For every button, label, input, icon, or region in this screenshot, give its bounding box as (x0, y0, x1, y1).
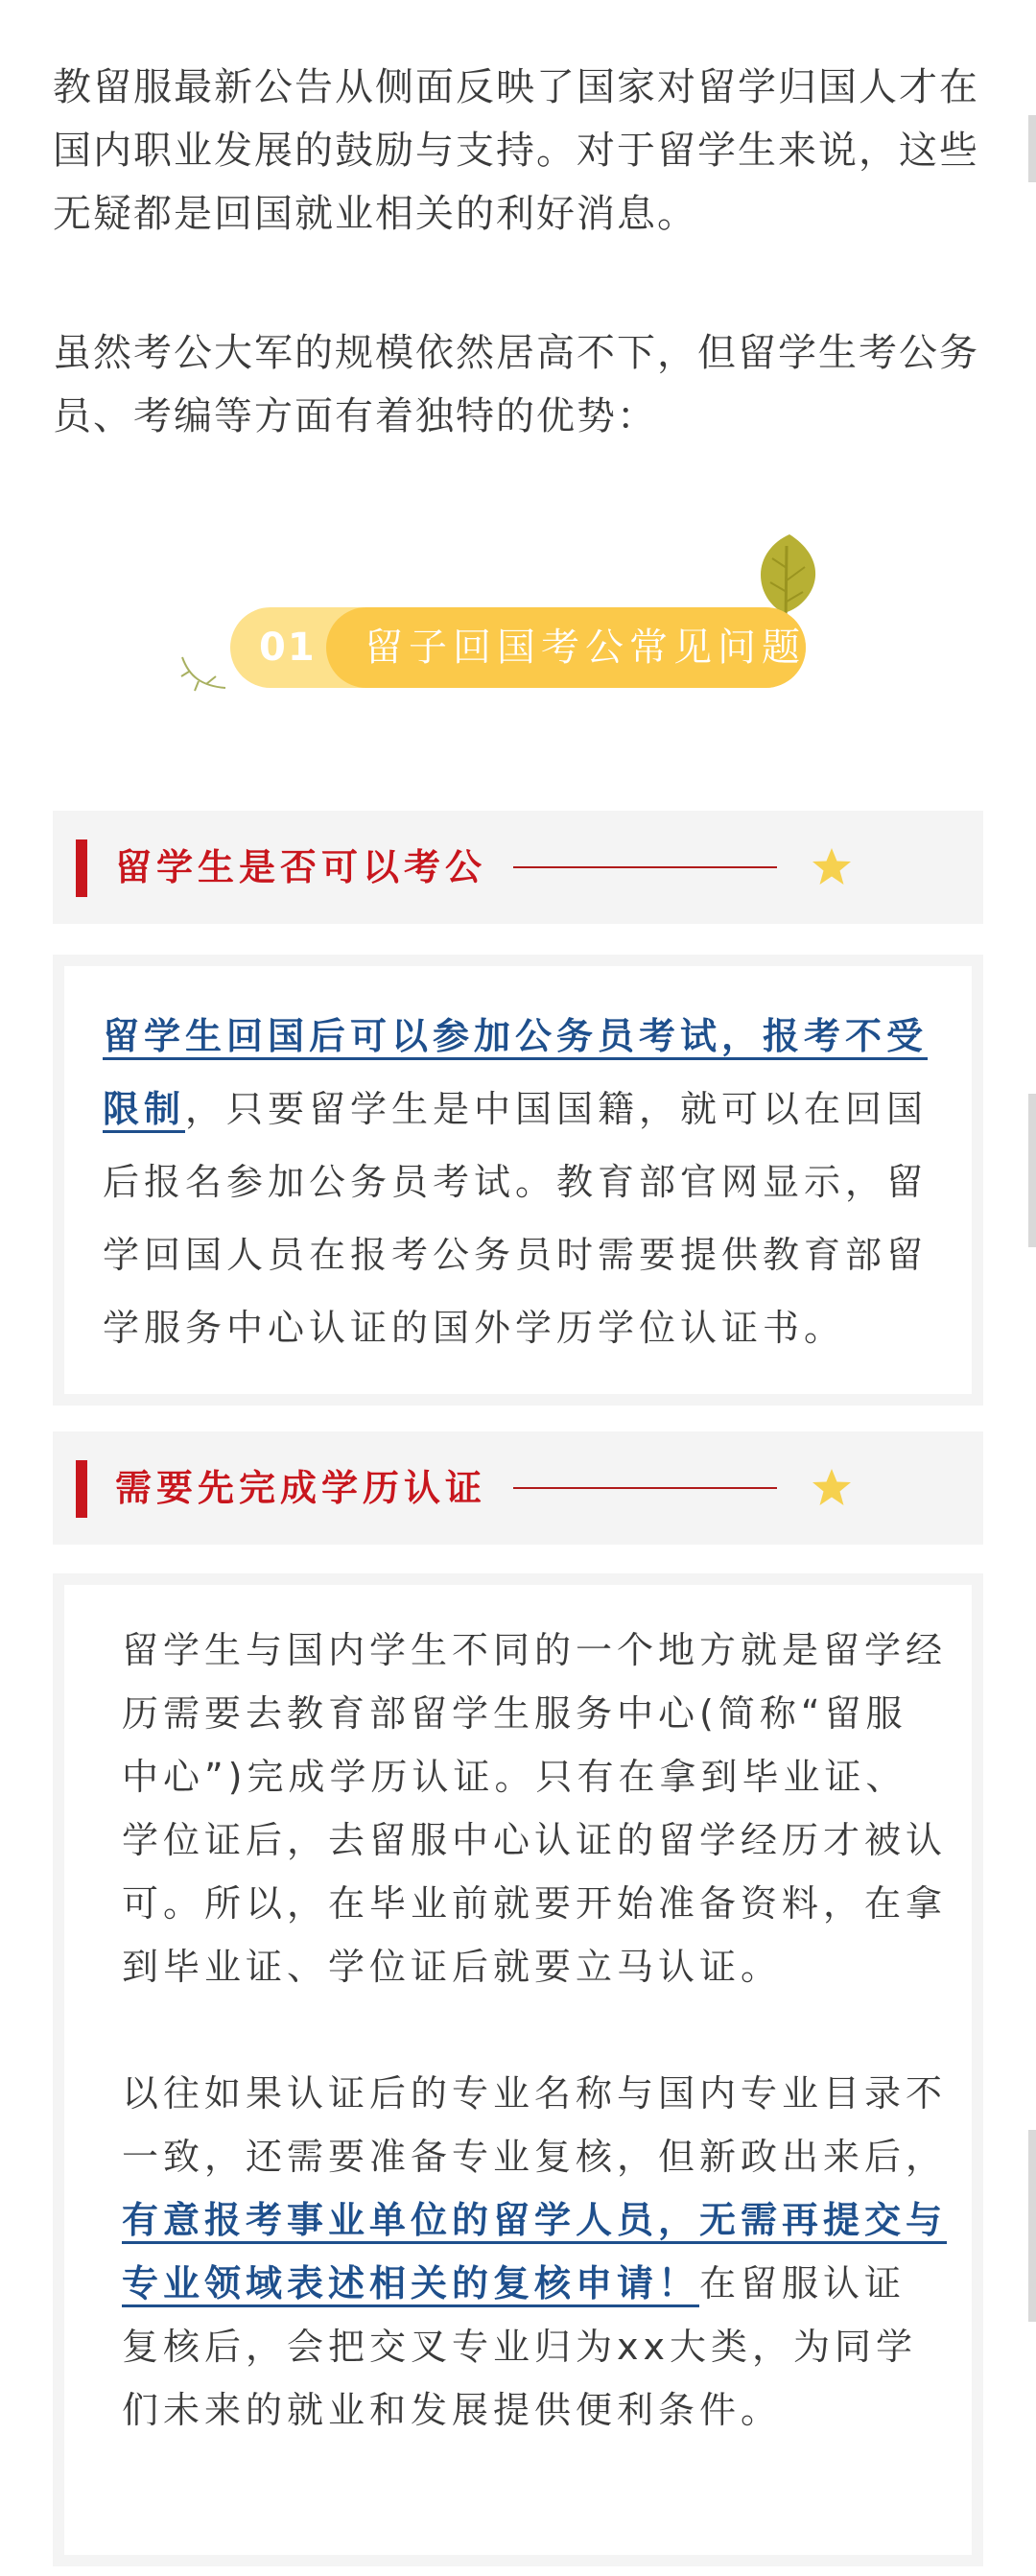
star-icon (811, 846, 853, 886)
body-paragraph-2 (122, 2062, 947, 2442)
scroll-marker (1028, 115, 1036, 182)
section-header-2 (53, 1431, 983, 1545)
twig-icon (177, 648, 230, 696)
accent-bar (76, 1460, 87, 1518)
highlight-text: 有意报考事业单位的留学人员，无需再提交与专业领域表述相关的复核申请！ (122, 2199, 947, 2307)
section-banner (221, 600, 815, 692)
divider-line (513, 866, 777, 868)
section-title: 需要先完成学历认证 (115, 1467, 487, 1509)
content-box-1 (53, 955, 983, 1406)
accent-bar (76, 839, 87, 897)
section-title: 留学生是否可以考公 (115, 846, 487, 888)
content-box-inner (64, 1585, 972, 2555)
highlight-text: 留学生回国后可以参加公务员考试，报考不受限制 (103, 1015, 928, 1133)
body-paragraph-1: 留学生与国内学生不同的一个地方就是留学经历需要去教育部留学生服务中心(简称“留服中心”)完成学历认证。只有在拿到毕业证、学位证后，去留服中心认证的留学经历才被认可。所以，在毕业前就要开始准备资料，在拿到毕业证、学位证后就要立马认证。 (122, 1629, 948, 1988)
content-box-inner (64, 966, 972, 1394)
intro-paragraph-2: 虽然考公大军的规模依然居高不下，但留学生考公务员、考编等方面有着独特的优势： (53, 331, 979, 438)
divider-line (513, 1487, 777, 1489)
scroll-marker (1028, 1094, 1036, 1247)
section-header-1 (53, 811, 983, 924)
intro-paragraph-1: 教留服最新公告从侧面反映了国家对留学归国人才在国内职业发展的鼓励与支持。对于留学生来说，这些无疑都是回国就业相关的利好消息。 (53, 65, 979, 236)
banner-title: 留子回国考公常见问题 (365, 626, 806, 670)
scroll-marker (1028, 2130, 1036, 2322)
content-box-2 (53, 1573, 983, 2566)
body-text: ，只要留学生是中国国籍，就可以在回国后报名参加公务员考试。教育部官网显示，留学回国人员在报考公务员时需要提供教育部留学服务中心认证的国外学历学位认证书。 (103, 1088, 929, 1349)
banner-number: 01 (259, 626, 317, 670)
body-text: 在留服认证复核后，会把交叉专业归为xx大类，为同学们未来的就业和发展提供便利条件。 (122, 2262, 917, 2431)
content-text (103, 1000, 966, 1364)
body-text: 以往如果认证后的专业名称与国内专业目录不一致，还需要准备专业复核，但新政出来后， (122, 2072, 948, 2178)
content-text (122, 1619, 947, 2442)
star-icon (811, 1467, 853, 1507)
